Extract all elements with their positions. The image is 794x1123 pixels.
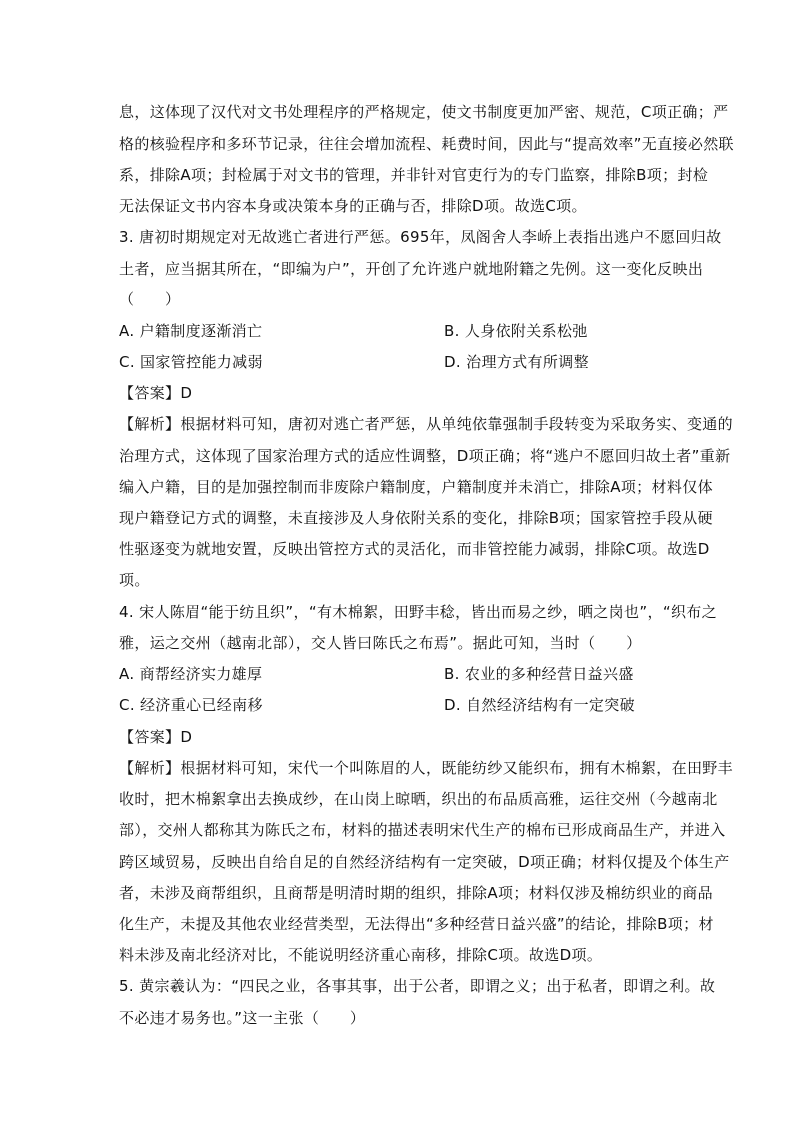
q4-analysis-line: 者，未涉及商帮组织，且商帮是明清时期的组织，排除A项；材料仅涉及棉纺织业的商品 (119, 884, 713, 902)
q3-option-c: C. 国家管控能力减弱 (119, 353, 263, 371)
q3-analysis-line: 现户籍登记方式的调整，未直接涉及人身依附关系的变化，排除B项；国家管控手段从硬 (119, 509, 713, 527)
q4-analysis-line: 料未涉及南北经济对比，不能说明经济重心南移，排除C项。故选D项。 (119, 946, 603, 964)
q3-analysis-line: 【解析】根据材料可知，唐初对逃亡者严惩，从单纯依靠强制手段转变为采取务实、变通的 (119, 415, 734, 433)
q4-answer: 【答案】D (119, 728, 193, 746)
q4-option-a: A. 商帮经济实力雄厚 (119, 665, 263, 683)
intro-line: 无法保证文书内容本身或决策本身的正确与否，排除D项。故选C项。 (119, 197, 587, 215)
q4-stem-line: 4. 宋人陈眉“能于纺且织”，“有木棉絮，田野丰稔，皆出而易之纱，晒之岗也”，“织布之 (119, 603, 717, 621)
q4-stem-line: 雅，运之交州（越南北部），交人皆曰陈氏之布焉”。据此可知，当时（ ） (119, 634, 642, 652)
q4-analysis-line: 收时，把木棉絮拿出去换成纱，在山岗上晾晒，织出的布品质高雅，运往交州（今越南北 (119, 790, 718, 808)
q3-answer: 【答案】D (119, 384, 193, 402)
q4-analysis-line: 化生产，未提及其他农业经营类型，无法得出“多种经营日益兴盛”的结论，排除B项；材 (119, 915, 714, 933)
intro-line: 格的核验程序和多环节记录，往往会增加流程、耗费时间，因此与“提高效率”无直接必然联 (119, 135, 734, 153)
q5-stem-line: 5. 黄宗羲认为：“四民之业，各事其事，出于公者，即谓之义；出于私者，即谓之利。故 (119, 977, 716, 995)
q4-option-c: C. 经济重心已经南移 (119, 696, 263, 714)
q5-stem-line: 不必违才易务也。”这一主张（ ） (119, 1009, 366, 1027)
intro-line: 息，这体现了汉代对文书处理程序的严格规定，使文书制度更加严密、规范，C项正确；严 (119, 103, 729, 121)
q3-option-d: D. 治理方式有所调整 (444, 353, 589, 371)
q3-option-b: B. 人身依附关系松弛 (444, 322, 588, 340)
q3-analysis-line: 性驱逐变为就地安置，反映出管控方式的灵活化，而非管控能力减弱，排除C项。故选D (119, 540, 710, 558)
q4-option-d: D. 自然经济结构有一定突破 (444, 696, 635, 714)
q3-analysis-line: 治理方式，这体现了国家治理方式的适应性调整，D项正确；将“逃户不愿回归故土者”重新 (119, 447, 731, 465)
q3-analysis-line: 项。 (119, 571, 150, 589)
intro-line: 系，排除A项；封检属于对文书的管理，并非针对官吏行为的专门监察，排除B项；封检 (119, 166, 709, 184)
q4-analysis-line: 【解析】根据材料可知，宋代一个叫陈眉的人，既能纺纱又能织布，拥有木棉絮，在田野丰 (119, 759, 734, 777)
q3-analysis-line: 编入户籍，目的是加强控制而非废除户籍制度，户籍制度并未消亡，排除A项；材料仅体 (119, 478, 713, 496)
q3-stem-line: 3. 唐初时期规定对无故逃亡者进行严惩。695年，凤阁舍人李峤上表指出逃户不愿回归故 (119, 228, 722, 246)
q3-stem-line: （ ） (119, 290, 181, 308)
q4-analysis-line: 部），交州人都称其为陈氏之布，材料的描述表明宋代生产的棉布已形成商品生产，并进入 (119, 821, 726, 839)
q3-option-a: A. 户籍制度逐渐消亡 (119, 322, 263, 340)
q4-option-b: B. 农业的多种经营日益兴盛 (444, 665, 634, 683)
q3-stem-line: 土者，应当据其所在，“即编为户”，开创了允许逃户就地附籍之先例。这一变化反映出 (119, 260, 704, 278)
q4-analysis-line: 跨区域贸易，反映出自给自足的自然经济结构有一定突破，D项正确；材料仅提及个体生产 (119, 853, 730, 871)
